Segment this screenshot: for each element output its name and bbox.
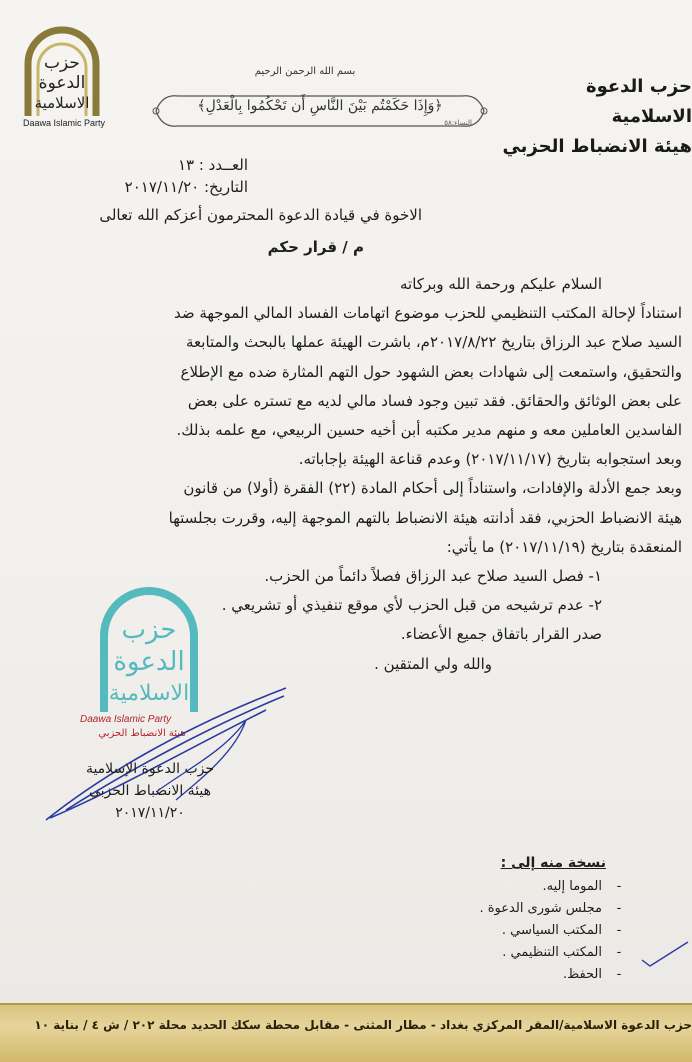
body-line: وبعد استجوابه بتاريخ (٢٠١٧/١١/١٧) وعدم قناعة الهيئة بإجاباته. — [298, 450, 682, 469]
decision-item-1: ١- فصل السيد صلاح عبد الرزاق فصلاً دائماً من الحزب. — [264, 567, 602, 586]
logo-english-name: Daawa Islamic Party — [22, 118, 106, 128]
footer-address: حزب الدعوة الاسلامية/المقر المركزي بغداد - مطار المثنى - مقابل محطة سكك الحديد محلة ٢٠٢ / ش ٤ / بناية ١٠ — [34, 1018, 692, 1032]
closing: والله ولي المتقين . — [374, 654, 492, 673]
greeting: السلام عليكم ورحمة الله وبركاته — [400, 275, 602, 293]
document-number: العــدد : ١٣ — [177, 156, 248, 174]
body-line: على بعض الوثائق والحقائق. فقد تبين وجود فساد مالي لديه مع تستره على بعض — [187, 391, 682, 410]
copies-title: نسخة منه إلى : — [500, 855, 606, 871]
list-item: - مجلس شورى الدعوة . — [479, 901, 622, 916]
signature-committee: هيئة الانضباط الحزبي — [88, 783, 212, 799]
party-logo — [14, 24, 110, 134]
addressee: الاخوة في قيادة الدعوة المحترمون أعزكم الله تعالى — [99, 206, 422, 224]
svg-text:حزب: حزب — [44, 53, 80, 73]
body-line: صدر القرار باتفاق جميع الأعضاء. — [400, 625, 602, 644]
document-date: التاريخ: ٢٠١٧/١١/٢٠ — [124, 178, 248, 196]
letterhead-party — [502, 72, 692, 162]
body-line: المنعقدة بتاريخ (٢٠١٧/١١/١٩) ما يأتي: — [446, 537, 682, 556]
party-name: حزب الدعوة الاسلامية — [585, 76, 692, 127]
body-line: السيد صلاح عبد الرزاق بتاريخ ٢٠١٧/٨/٢٢م، باشرت الهيئة عملها بالبحث والمتابعة — [186, 333, 682, 352]
checkmark-icon — [640, 940, 690, 970]
verse-text: ﴿وَإِذَا حَكَمْتُم بَيْنَ النَّاسِ أَن تَحْكُمُوا بِالْعَدْلِ﴾ — [197, 98, 443, 114]
subject-line: م / قرار حكم — [267, 238, 364, 256]
body-line: هيئة الانضباط الحزبي، فقد أدانته هيئة الانضباط بالتهم الموجهة إليه، وقررت بجلستها — [168, 508, 682, 527]
footer-bar — [0, 1003, 692, 1062]
signature-date: ٢٠١٧/١١/٢٠ — [115, 805, 185, 821]
body-line: والتحقيق، واستمعت إلى شهادات بعض الشهود حول التهم المثارة ضده مع الإطلاع — [180, 362, 682, 381]
stamp-arabic: هيئة الانضباط الحزبي — [98, 728, 186, 739]
list-item: - الموما إليه. — [542, 879, 622, 894]
logo-arch-icon — [14, 24, 110, 120]
svg-text:الدعوة: الدعوة — [38, 73, 86, 93]
committee-name: هيئة الانضباط الحزبي — [502, 136, 692, 157]
stamp-english: Daawa Islamic Party — [80, 714, 172, 725]
quran-verse-frame — [148, 88, 492, 134]
signature-party: حزب الدعوة الإسلامية — [85, 761, 215, 777]
svg-text:الاسلامية: الاسلامية — [34, 94, 90, 112]
svg-text:حزب: حزب — [121, 615, 177, 645]
body-line: الفاسدين العاملين معه و منهم مدير مكتبه أبن أخيه حسين الربيعي، مع علمه بذلك. — [176, 421, 682, 440]
list-item: - المكتب التنظيمي . — [502, 945, 622, 960]
decision-item-2: ٢- عدم ترشيحه من قبل الحزب لأي موقع تنفيذي أو تشريعي . — [221, 596, 602, 615]
copies-list — [376, 876, 636, 986]
footer-divider — [0, 1003, 692, 1005]
svg-text:الدعوة: الدعوة — [113, 647, 185, 677]
list-item: - المكتب السياسي . — [501, 923, 622, 938]
list-item: - الحفظ. — [562, 967, 622, 982]
signature-block — [60, 758, 240, 824]
body-line: وبعد جمع الأدلة والإفادات، واستناداً إلى أحكام المادة (٢٢) الفقرة (أولا) من قانون — [183, 479, 682, 498]
verse-reference: النساء:٥٨ — [444, 119, 472, 127]
basmala: بسم الله الرحمن الرحيم — [254, 66, 356, 77]
body-line: استناداً لإحالة المكتب التنظيمي للحزب موضوع اتهامات الفساد المالي الموجهة ضد — [173, 304, 682, 323]
svg-text:الاسلامية: الاسلامية — [108, 681, 190, 706]
